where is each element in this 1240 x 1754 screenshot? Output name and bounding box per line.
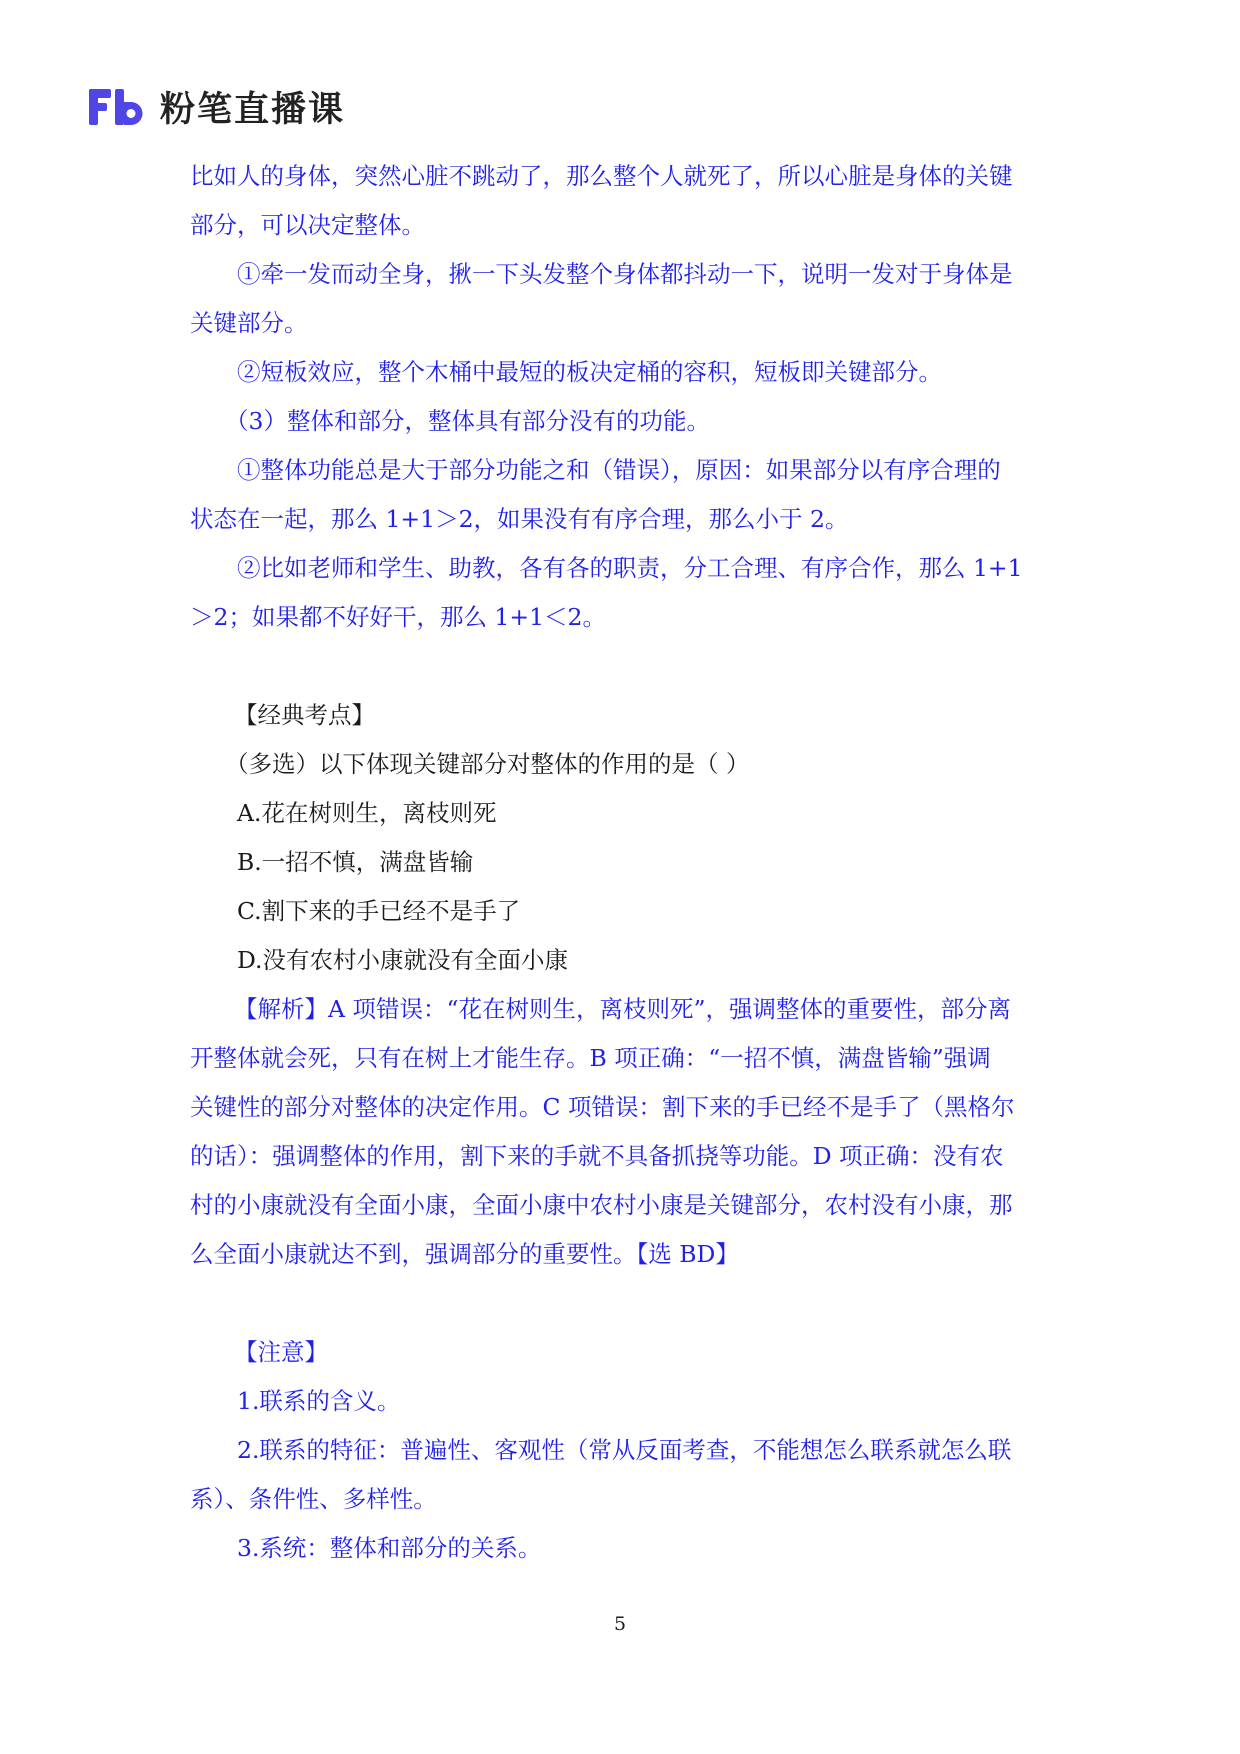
paragraph-line: 部分，可以决定整体。 [190,211,425,239]
spacer [190,1279,1060,1328]
option-c: C.割下来的手已经不是手了 [237,897,521,925]
option-d: D.没有农村小康就没有全面小康 [237,946,568,974]
option-a: A.花在树则生，离枝则死 [237,799,497,827]
question-heading: 【经典考点】 [234,701,375,729]
brand-name: 粉笔直播课 [160,90,346,130]
analysis-line: 的话）：强调整体的作用，割下来的手就不具备抓挠等功能。D 项正确：没有农 [190,1142,1004,1170]
paragraph-line: ①牵一发而动全身，揪一下头发整个身体都抖动一下，说明一发对于身体是 [237,260,1013,288]
question-stem: （多选）以下体现关键部分对整体的作用的是（ ） [225,750,750,778]
paragraph-line: 关键部分。 [190,309,308,337]
option-b: B.一招不慎，满盘皆输 [237,848,474,876]
note-line: 2.联系的特征：普遍性、客观性（常从反面考查，不能想怎么联系就怎么联 [237,1436,1012,1464]
page-number: 5 [613,1613,627,1635]
paragraph-line: 状态在一起，那么 1+1＞2，如果没有有序合理，那么小于 2。 [190,505,849,533]
note-line: 3.系统：整体和部分的关系。 [237,1534,542,1562]
note-line: 系）、条件性、多样性。 [190,1485,437,1513]
header [88,82,345,132]
paragraph-line: ②短板效应，整个木桶中最短的板决定桶的容积，短板即关键部分。 [237,358,942,386]
note-line: 1.联系的含义。 [237,1387,401,1415]
analysis-line: 么全面小康就达不到，强调部分的重要性。【选 BD】 [190,1240,739,1268]
fb-logo-icon [88,86,146,128]
analysis-line: 开整体就会死，只有在树上才能生存。B 项正确：“一招不慎，满盘皆输”强调 [190,1044,991,1072]
document-body [190,152,1060,1573]
analysis-line: 村的小康就没有全面小康，全面小康中农村小康是关键部分，农村没有小康，那 [190,1191,1013,1219]
note-heading: 【注意】 [234,1338,328,1366]
spacer [190,642,1060,691]
paragraph-line: ②比如老师和学生、助教，各有各的职责，分工合理、有序合作，那么 1+1 [237,554,1023,582]
paragraph-line: ①整体功能总是大于部分功能之和（错误），原因：如果部分以有序合理的 [237,456,1001,484]
paragraph-line: ＞2；如果都不好好干，那么 1+1＜2。 [190,603,606,631]
paragraph-line: （3）整体和部分，整体具有部分没有的功能。 [225,407,710,435]
paragraph-line: 比如人的身体，突然心脏不跳动了，那么整个人就死了，所以心脏是身体的关键 [190,162,1013,190]
analysis-line: 关键性的部分对整体的决定作用。C 项错误：割下来的手已经不是手了（黑格尔 [190,1093,1015,1121]
analysis-line: 【解析】A 项错误：“花在树则生，离枝则死”，强调整体的重要性，部分离 [234,995,1011,1023]
